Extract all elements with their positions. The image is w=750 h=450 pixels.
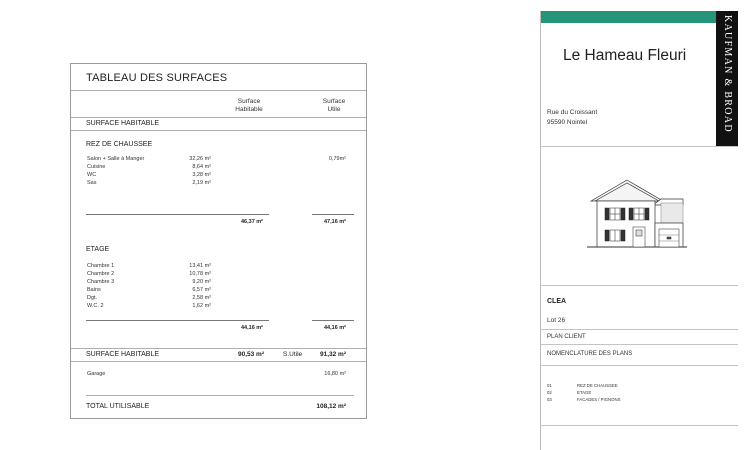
- divider: [541, 329, 738, 330]
- room-area: 3,28 m²: [192, 172, 211, 178]
- room-area: 32,26 m²: [189, 156, 211, 162]
- address-line-2: 95590 Nointel: [547, 118, 588, 126]
- plan-name: ETAGE: [577, 390, 592, 395]
- room-area: 8,64 m²: [192, 164, 211, 170]
- house-elevation-drawing: [587, 177, 687, 251]
- divider: [71, 348, 366, 349]
- plan-number: 02: [547, 390, 552, 395]
- ground-subtotal-habitable: 46,37 m²: [240, 219, 263, 225]
- lot-number: Lot 26: [547, 317, 566, 324]
- address: [547, 108, 597, 127]
- project-name: Le Hameau Fleuri: [563, 47, 687, 64]
- room-name: Chambre 1: [87, 263, 115, 269]
- room-name: Sas: [87, 180, 97, 186]
- upper-subtotal-habitable: 44,16 m²: [240, 325, 263, 331]
- total-utile-value: 91,32 m²: [319, 351, 346, 358]
- room-area: 2,58 m²: [192, 295, 211, 301]
- room-name: Salon + Salle à Manger: [87, 156, 145, 162]
- divider: [541, 285, 738, 286]
- room-name: WC: [87, 172, 97, 178]
- room-name: W.C. 2: [87, 303, 104, 309]
- divider: [541, 344, 738, 345]
- room-area: 10,78 m²: [189, 271, 211, 277]
- divider: [71, 361, 366, 362]
- subtotal-line: [86, 320, 269, 321]
- divider: [541, 425, 738, 426]
- room-area: 9,20 m²: [192, 279, 211, 285]
- divider: [71, 90, 366, 91]
- room-name: Chambre 2: [87, 271, 115, 277]
- room-name: Cuisine: [87, 164, 106, 170]
- section-label: SURFACE HABITABLE: [86, 120, 160, 127]
- room-area: 1,62 m²: [192, 303, 211, 309]
- room-name: Dgt.: [87, 295, 98, 301]
- plan-number: 01: [547, 383, 552, 388]
- col-header-utile: Surface Utile: [322, 98, 346, 113]
- col-header-habitable: Surface Habitable: [235, 98, 263, 113]
- model-name: CLEA: [547, 298, 567, 305]
- plan-name: REZ DE CHAUSSEE: [577, 383, 618, 388]
- total-utilisable-label: TOTAL UTILISABLE: [86, 403, 150, 410]
- accent-bar: [541, 11, 716, 23]
- divider: [86, 395, 354, 396]
- upper-subtotal-utile: 44,16 m²: [323, 325, 346, 331]
- title-block: [540, 11, 750, 450]
- room-area: 13,41 m²: [189, 263, 211, 269]
- plan-number: 03: [547, 397, 552, 402]
- garage-value: 16,80 m²: [324, 371, 346, 377]
- subtotal-line: [86, 214, 269, 215]
- subtotal-line: [312, 214, 354, 215]
- garage-label: Garage: [87, 371, 106, 377]
- total-utile-label: S.Utile: [283, 351, 303, 358]
- subtotal-line: [312, 320, 354, 321]
- divider: [71, 130, 366, 131]
- total-habitable-label: SURFACE HABITABLE: [86, 351, 160, 358]
- table-title: TABLEAU DES SURFACES: [86, 72, 228, 84]
- total-habitable-value: 90,53 m²: [237, 351, 264, 358]
- surface-table: [70, 63, 367, 419]
- ground-floor-title: REZ DE CHAUSSEE: [86, 141, 153, 148]
- divider: [541, 146, 738, 147]
- divider: [541, 365, 738, 366]
- total-utilisable-value: 108,12 m²: [316, 403, 346, 410]
- room-area: 2,19 m²: [192, 180, 211, 186]
- brand-name: KAUFMAN & BROAD: [722, 15, 733, 133]
- room-area: 6,57 m²: [192, 287, 211, 293]
- address-line-1: Rue du Croissant: [547, 109, 598, 116]
- room-name: Bains: [87, 287, 101, 293]
- plan-name: FACADES / PIGNONS: [577, 397, 621, 402]
- divider: [71, 117, 366, 118]
- room-name: Chambre 3: [87, 279, 115, 285]
- room-utile-extra: 0,79m²: [328, 156, 346, 162]
- upper-floor-title: ETAGE: [86, 246, 110, 253]
- brand-logo: [716, 11, 738, 147]
- plan-type: PLAN CLIENT: [547, 334, 586, 340]
- nomenclature-title: NOMENCLATURE DES PLANS: [547, 351, 633, 357]
- ground-subtotal-utile: 47,16 m²: [323, 219, 346, 225]
